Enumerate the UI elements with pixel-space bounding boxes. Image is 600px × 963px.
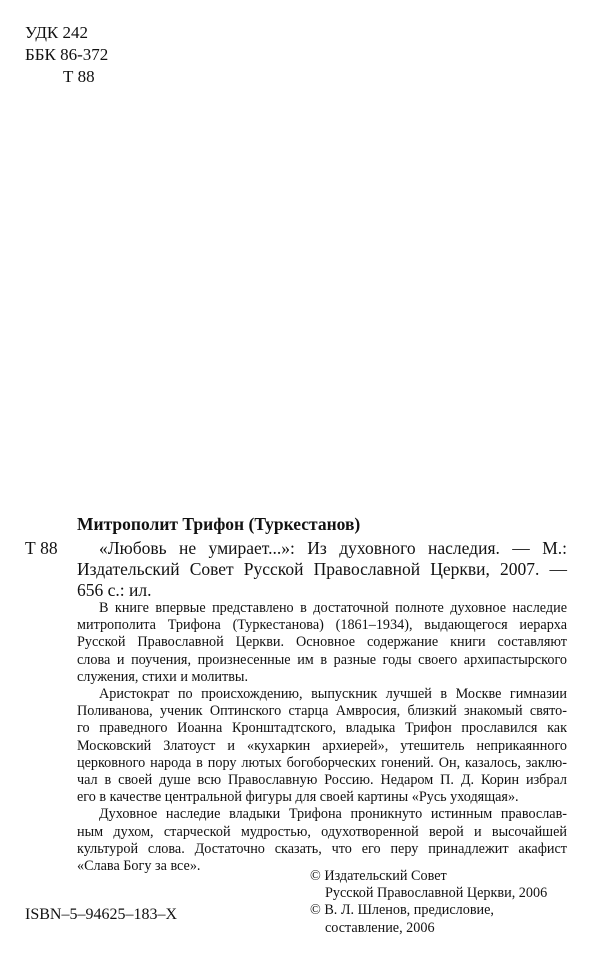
biblio-line: Издательский Совет Русской Православной Церкви, 2007. — <box>77 559 567 579</box>
biblio-line: 656 с.: ил. <box>77 580 152 600</box>
annotation <box>77 600 567 875</box>
text-line: В книге впервые представлено в достаточной полноте духовное наследие <box>99 600 567 616</box>
annotation-paragraph <box>77 686 567 806</box>
classification-codes <box>25 22 108 88</box>
text-line: его в качестве центральной фигуры для своей картины «Русь уходящая». <box>77 789 519 806</box>
text-line: Духовное наследие владыки Трифона проникнуто истинным православ- <box>99 806 567 823</box>
author-heading: Митрополит Трифон (Туркестанов) <box>77 514 361 534</box>
copyright-publisher: © Издательский Совет <box>310 868 447 884</box>
text-line: церковного народа в пору лютых богоборческих гонений. Он, казалось, заклю- <box>77 754 567 771</box>
bibliographic-description <box>77 538 567 601</box>
text-line: го праведного Иоанна Кронштадтского, владыка Трифон прославился как <box>77 720 567 737</box>
copyright-block <box>310 868 547 937</box>
udk-code: УДК 242 <box>25 23 89 42</box>
isbn: ISBN–5–94625–183–X <box>25 906 178 923</box>
text-line: чал в своей душе всю Православную Россию. Недаром П. Д. Корин избрал <box>77 772 567 789</box>
author-mark: Т 88 <box>63 67 95 86</box>
text-line: культурой слова. Достаточно сказать, что его перу принадлежит акафист <box>77 840 567 857</box>
text-line: «Слава Богу за все». <box>77 858 201 875</box>
annotation-paragraph <box>77 600 567 686</box>
text-line: слова и поучения, произнесенные им в разные годы своего архипастырского <box>77 651 567 668</box>
text-line: Московский Златоуст и «кухаркин архиерей», утешитель неприкаянного <box>77 737 567 754</box>
annotation-paragraph <box>77 806 567 875</box>
text-line: Аристократ по происхождению, выпускник лучшей в Москве гимназии <box>99 686 567 703</box>
text-line: ным духом, старческой мудростью, одухотворенной верой и высочайшей <box>77 823 567 840</box>
text-line: Поливанова, ученик Оптинского старца Амвросия, близкий знакомый свято- <box>77 703 567 720</box>
text-line: митрополита Трифона (Туркестанова) (1861–1934), выдающегося иерарха <box>77 617 567 634</box>
biblio-line: «Любовь не умирает...»: Из духовного наследия. — М.: <box>99 538 567 558</box>
text-line: служения, стихи и молитвы. <box>77 668 248 685</box>
copyright-publisher-cont: Русской Православной Церкви, 2006 <box>325 885 548 902</box>
text-line: Русской Православной Церкви. Основное содержание книги составляют <box>77 634 567 651</box>
shelf-mark: Т 88 <box>25 538 58 558</box>
copyright-author-cont: составление, 2006 <box>325 919 435 936</box>
copyright-author: © В. Л. Шленов, предисловие, <box>310 902 494 919</box>
bbk-code: ББК 86-372 <box>25 45 109 64</box>
